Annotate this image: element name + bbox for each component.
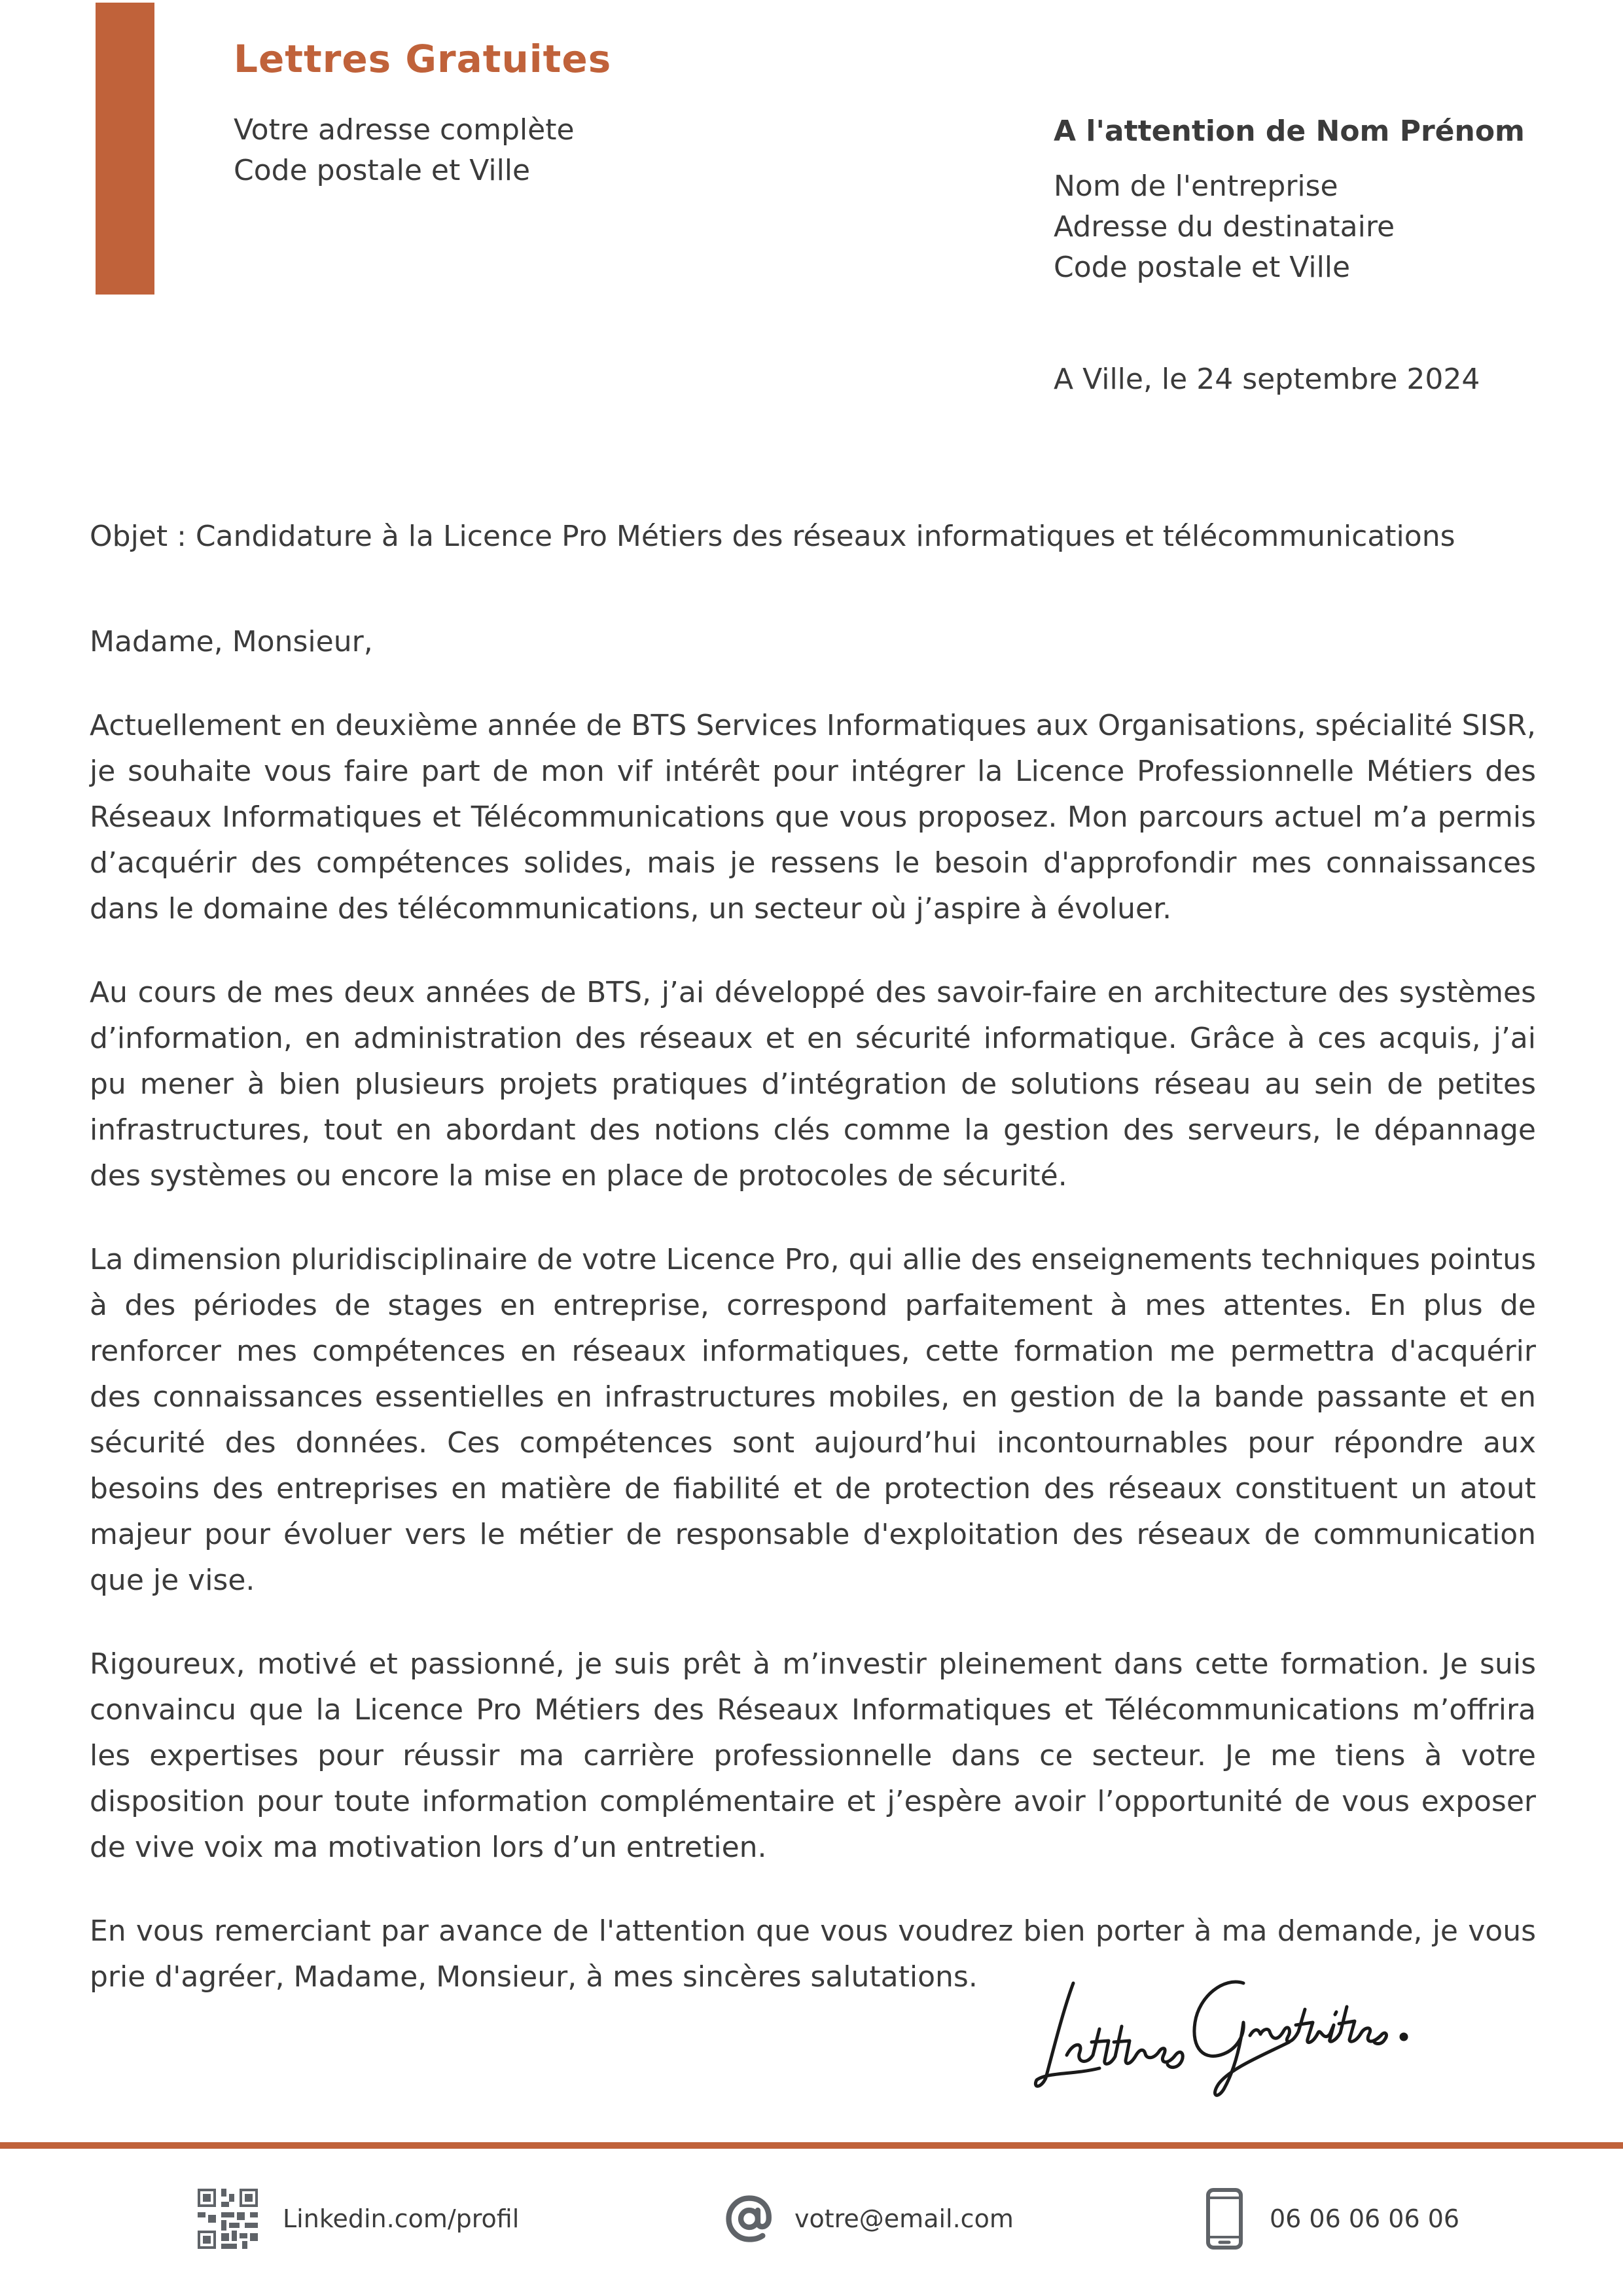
phone-icon bbox=[1205, 2187, 1243, 2250]
recipient-address: Adresse du destinataire bbox=[1054, 210, 1395, 243]
body-paragraph: Actuellement en deuxième année de BTS Services Informatiques aux Organisations, spécialité SISR, je souhaite vous faire part de mon vif intérêt pour intégrer la Licence Professionnelle Métiers des Réseaux Informatiques et Télécommunications que vous proposez. Mon parcours actuel m’a permis d’acquérir des compétences solides, mais je ressens le besoin d'approfondir mes connaissances dans le domaine des télécommunications, un secteur où j’aspire à évoluer. bbox=[90, 709, 1536, 925]
letter-date: A Ville, le 24 septembre 2024 bbox=[1054, 363, 1480, 396]
phone-number[interactable]: 06 06 06 06 06 bbox=[1270, 2204, 1460, 2233]
footer-divider bbox=[0, 2142, 1623, 2149]
handwritten-signature bbox=[1027, 1944, 1433, 2101]
sender-city-line: Code postale et Ville bbox=[234, 154, 531, 187]
body-paragraph: Rigoureux, motivé et passionné, je suis prêt à m’investir pleinement dans cette formation. Je suis convaincu que la Licence Pro Métiers des Réseaux Informatiques et Télécommunications m’offrira les expertises pour réussir ma carrière professionnelle dans ce secteur. Je me tiens à votre disposition pour toute information complémentaire et j’espère avoir l’opportunité de vous exposer de vive voix ma motivation lors d’un entretien. bbox=[90, 1647, 1536, 1864]
recipient-attention: A l'attention de Nom Prénom bbox=[1054, 115, 1525, 148]
body-paragraph: Au cours de mes deux années de BTS, j’ai développé des savoir-faire en architecture des systèmes d’information, en administration des réseaux et en sécurité informatique. Grâce à ces acquis, j’ai pu mener à bien plusieurs projets pratiques d’intégration de solutions réseau au sein de petites infrastructures, tout en abordant des notions clés comme la gestion des serveurs, le dépannage des systèmes ou encore la mise en place de protocoles de sécurité. bbox=[90, 976, 1536, 1193]
recipient-block bbox=[1054, 111, 1525, 288]
sender-address bbox=[234, 110, 575, 191]
letter-body bbox=[90, 619, 1536, 2038]
footer-email[interactable] bbox=[725, 2186, 1014, 2251]
sender-brand-name: Lettres Gratuites bbox=[234, 37, 612, 81]
footer-phone[interactable] bbox=[1205, 2186, 1459, 2251]
letter-greeting: Madame, Monsieur, bbox=[90, 625, 373, 658]
closing-paragraph: En vous remerciant par avance de l'attention que vous voudrez bien porter à ma demande, je vous prie d'agréer, Madame, Monsieur, à mes sincères salutations. bbox=[90, 1914, 1536, 1994]
qr-code-icon bbox=[198, 2189, 258, 2249]
footer-linkedin[interactable] bbox=[198, 2186, 519, 2251]
recipient-city: Code postale et Ville bbox=[1054, 251, 1351, 284]
letter-subject: Objet : Candidature à la Licence Pro Métiers des réseaux informatiques et télécommunications bbox=[90, 520, 1455, 553]
footer bbox=[0, 2186, 1623, 2258]
at-sign-icon bbox=[725, 2195, 774, 2243]
sender-address-line: Votre adresse complète bbox=[234, 113, 575, 147]
accent-bar bbox=[96, 3, 154, 295]
recipient-company: Nom de l'entreprise bbox=[1054, 170, 1338, 203]
body-paragraph: La dimension pluridisciplinaire de votre Licence Pro, qui allie des enseignements techniques pointus à des périodes de stages en entreprise, correspond parfaitement à mes attentes. En plus de renforcer mes compétences en réseaux informatiques, cette formation me permettra d'acquérir des connaissances essentielles en infrastructures mobiles, en gestion de la bande passante et en sécurité des données. Ces compétences sont aujourd’hui incontournables pour répondre aux besoins des entreprises en matière de fiabilité et de protection des réseaux constituent un atout majeur pour évoluer vers le métier de responsable d'exploitation des réseaux de communication que je vise. bbox=[90, 1243, 1536, 1597]
linkedin-link[interactable]: Linkedin.com/profil bbox=[283, 2204, 520, 2233]
email-link[interactable]: votre@email.com bbox=[794, 2204, 1014, 2233]
